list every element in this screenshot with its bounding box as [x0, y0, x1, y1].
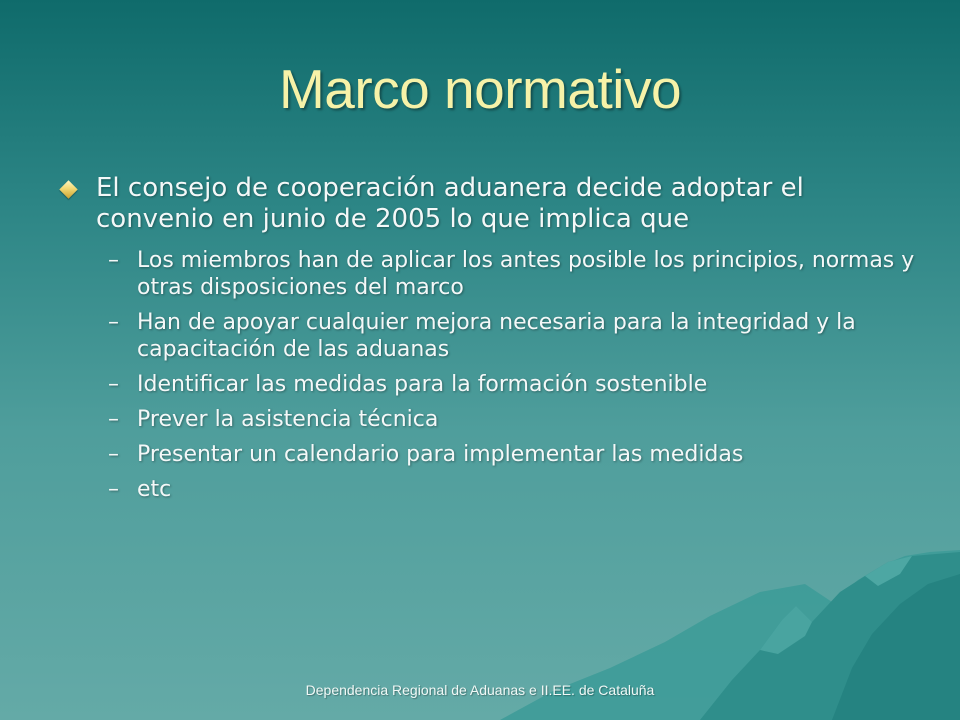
list-item-text: Han de apoyar cualquier mejora necesaria para la integridad y la capacitación de las aduanas: [137, 310, 856, 362]
main-bullet: [58, 173, 928, 235]
list-item: [58, 441, 928, 468]
list-item: [58, 371, 928, 398]
sub-bullet-list: [58, 247, 928, 503]
dash-marker: –: [108, 442, 119, 467]
slide-footer: Dependencia Regional de Aduanas e II.EE. de Cataluña: [305, 682, 655, 698]
diamond-bullet-icon: [59, 180, 77, 198]
list-item: [58, 476, 928, 503]
list-item-text: etc: [137, 477, 172, 502]
slide-content: [58, 173, 928, 511]
list-item-text: Los miembros han de aplicar los antes posible los principios, normas y otras disposiciones del marco: [137, 248, 915, 300]
dash-marker: –: [108, 310, 119, 335]
list-item: [58, 406, 928, 433]
slide-title: Marco normativo: [278, 58, 682, 120]
dash-marker: –: [108, 248, 119, 273]
dash-marker: –: [108, 477, 119, 502]
dash-marker: –: [108, 407, 119, 432]
dash-marker: –: [108, 372, 119, 397]
list-item-text: Identificar las medidas para la formación sostenible: [137, 372, 708, 397]
list-item-text: Prever la asistencia técnica: [137, 407, 439, 432]
list-item: [58, 309, 928, 363]
list-item: [58, 247, 928, 301]
list-item-text: Presentar un calendario para implementar las medidas: [137, 442, 744, 467]
main-bullet-text: El consejo de cooperación aduanera decide adoptar el convenio en junio de 2005 lo que implica que: [96, 173, 804, 234]
